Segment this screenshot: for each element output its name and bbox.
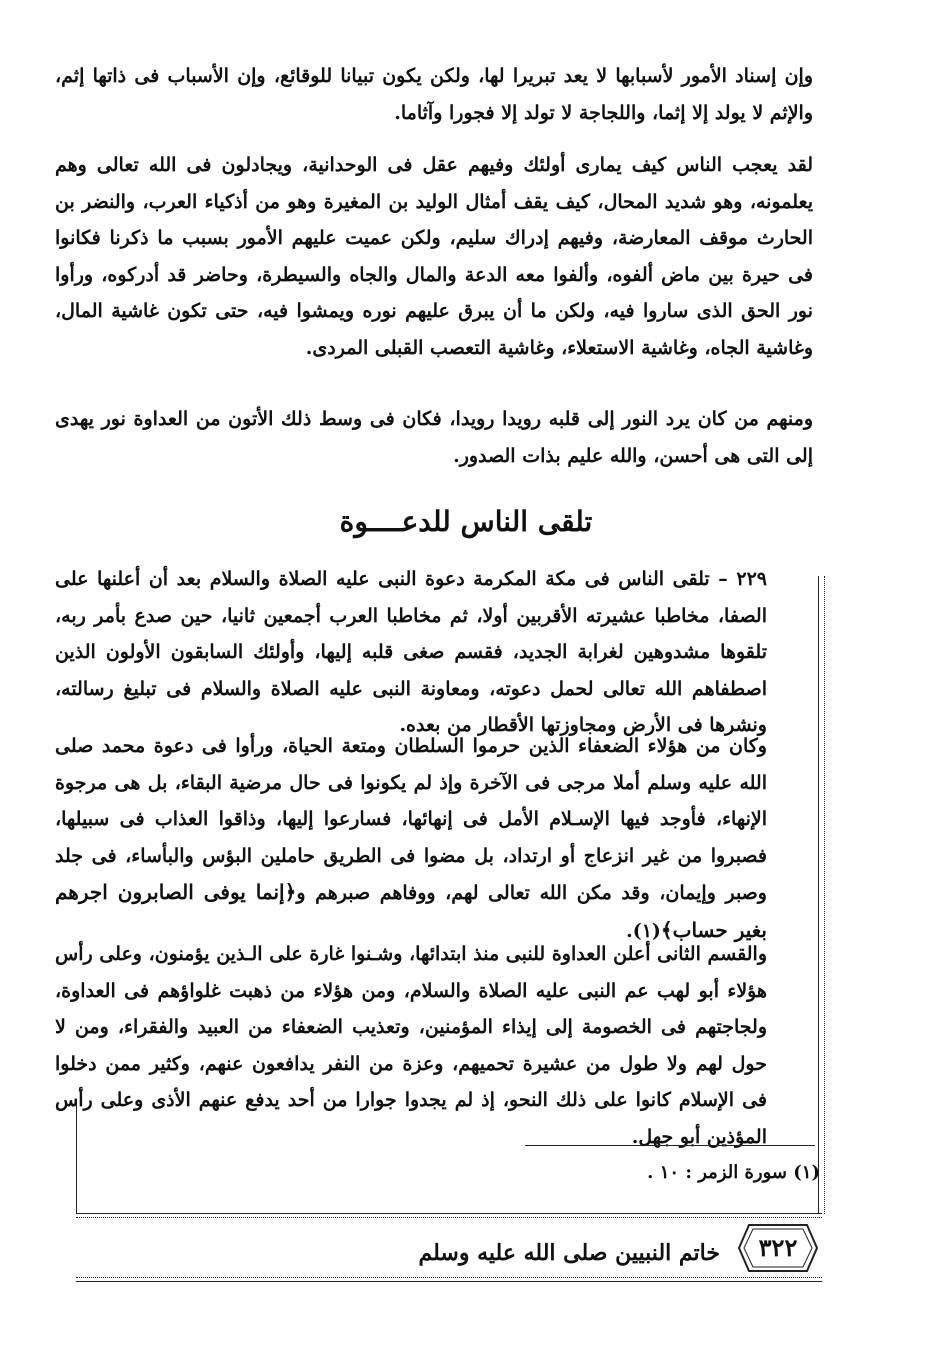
- paragraph-enemies: والقسم الثانى أعلن العداوة للنبى منذ ابتدائها، وشـنوا غارة على الـذين يؤمنون، وعلى رأس هؤلاء أبو لهب عم النبى عليه الصلاة والسلام، ومن هؤلاء من ذهبت غلواؤهم فى العداوة، ولجاجتهم فى الخصومة إلى إيذاء المؤمنين، وتعذيب الضعفاء من العبيد والفقراء، ومن لا حول لهم ولا طول من عشيرة تحميهم، وعزة من النفر يدافعون عنهم، وكثير ممن دخلوا فى الإسلام كانوا على ذلك النحو، إذ لم يجدوا جوارا من أحد يدفع عنهم الأذى وعلى رأس المؤذين أبو جهل.: [55, 943, 767, 1148]
- footnote-divider: [525, 1145, 815, 1146]
- footnote: (١) سورة الزمر : ١٠ .: [647, 1162, 820, 1183]
- paragraph-causes: وإن إسناد الأمور لأسبابها لا يعد تبريرا لها، ولكن يكون تبيانا للوقائع، وإن الأسباب فى ذاتها إثم، والإثم لا يولد إلا إثما، واللجاجة لا تولد إلا فجورا وآثاما.: [55, 65, 813, 124]
- side-border-right: [818, 576, 825, 1214]
- footer-rule-bottom: [76, 1277, 822, 1282]
- paragraph-wonder: لقد يعجب الناس كيف يمارى أولئك وفيهم عقل فى الوحدانية، ويجادلون فى الله تعالى وهم يعلمونه، وهو شديد المحال، كيف يقف أمثال الوليد بن المغيرة وهو من أذكياء العرب، والنضر بن الحارث موقف المعارضة، وفيهم إدراك سليم، ولكن عميت عليهم الأمور بسبب ما ذكرنا فكانوا فى حيرة بين ماض ألفوه، وألفوا معه الدعة والمال والجاه والسيطرة، وحاضر قد أدركوه، ورأوا نور الحق الذى ساروا فيه، ولكن ما أن يبرق عليهم نوره ويمشوا فيه، حتى تكون غاشية المال، وغاشية الجاه، وغاشية الاستعلاء، وغاشية التعصب القبلى المردى.: [55, 154, 813, 359]
- footer-rule-top: [76, 1213, 822, 1218]
- quran-verse: ﴿إنما يوفى الصابرون اجرهم بغير حساب﴾: [55, 880, 767, 942]
- book-title: خاتم النبيين صلى الله عليه وسلم: [418, 1240, 720, 1266]
- section-heading: تلقى الناس للدعــــوة: [339, 505, 593, 538]
- page-number-ornament: [735, 1221, 821, 1275]
- paragraph-light: ومنهم من كان يرد النور إلى قلبه رويدا رويدا، فكان فى وسط ذلك الأتون من العداوة نور يهدى إلى التى هى أحسن، والله عليم بذات الصدور.: [55, 408, 813, 467]
- paragraph-text: وكان من هؤلاء الضعفاء الذين حرموا السلطان ومتعة الحياة، ورأوا فى دعوة محمد صلى الله عليه وسلم أملا مرجى فى الآخرة وإذ لم يكونوا فى حال مرضية البقاء، بل هى مرجوة الإنهاء، فأوجد فيها الإسـلام الأمل فى إنهائها، فسارعوا إليها، وذاقوا العذاب فى سبيلها، فصبروا من غير انزعاج أو ارتداد، بل مضوا فى الطريق حاملين البؤس والبأساء، فى جلد وصبر وإيمان، وقد مكن الله تعالى لهم، ووفاهم صبرهم و: [55, 735, 767, 904]
- page-number: ٣٢٢: [758, 1233, 798, 1262]
- footnote-reference: (١).: [626, 919, 661, 942]
- paragraph-229: ٢٢٩ – تلقى الناس فى مكة المكرمة دعوة النبى عليه الصلاة والسلام بعد أن أعلنها على الصفا، مخاطبا عشيرته الأقربين أولا، ثم مخاطبا العرب أجمعين ثانيا، حين صدع بأمر ربه، تلقوها مشدوهين لغرابة الجديد، فقسم صغى قلبه إليها، وأولئك السابقون الأولون الذين اصطفاهم الله تعالى لحمل دعوته، ومعاونة النبى عليه الصلاة والسلام فى تبليغ رسالته، ونشرها فى الأرض ومجاوزتها الأقطار من بعده.: [55, 568, 767, 736]
- paragraph-weak-believers: [55, 728, 767, 949]
